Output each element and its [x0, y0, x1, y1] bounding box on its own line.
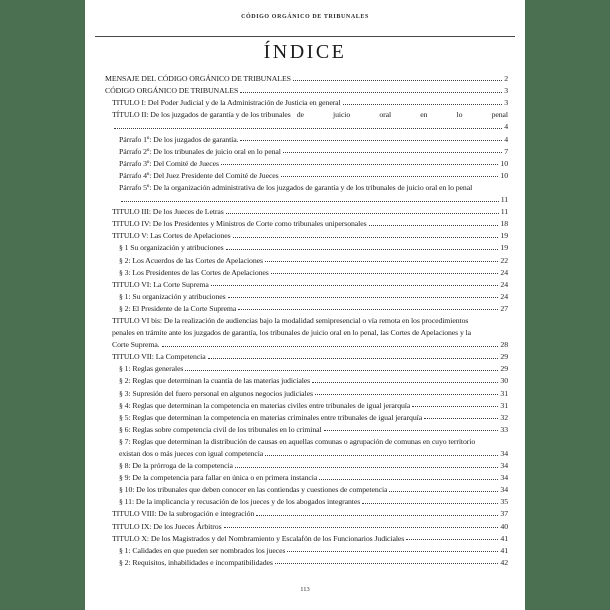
toc-entry	[105, 422, 508, 434]
toc-entry-text: § 2: Los Acuerdos de las Cortes de Apelaciones	[119, 255, 263, 265]
dot-leader	[404, 531, 500, 543]
dot-leader	[410, 398, 500, 410]
toc-entry-text: § 9: De la competencia para fallar en única o en primera instancia	[119, 473, 318, 483]
toc-entry	[105, 325, 508, 337]
toc-entry	[105, 156, 508, 168]
dot-leader	[310, 373, 500, 385]
dot-leader	[206, 349, 501, 361]
toc-entry-page-number: 11	[500, 207, 508, 217]
toc-entry-page-number: 41	[500, 533, 508, 543]
toc-entry-page-number: 28	[500, 340, 508, 350]
header-rule	[95, 36, 515, 37]
toc-entry-text: § 1: Reglas generales	[119, 364, 184, 374]
dot-leader	[119, 192, 501, 204]
dot-leader	[360, 494, 500, 506]
toc-entry-page-number: 34	[500, 449, 508, 458]
dot-leader	[236, 301, 500, 313]
toc-entry-text: § 3: Supresión del fuero personal en algunos negocios judiciales	[119, 388, 313, 398]
toc-entry	[105, 83, 508, 95]
toc-entry-page-number: 19	[500, 231, 508, 241]
toc-entry-page-number: 22	[500, 255, 508, 265]
toc-entry	[105, 337, 508, 349]
dot-leader	[112, 119, 504, 131]
toc-entry-text: § 10: De los tribunales que deben conocer en las contiendas y cuestiones de competencia	[119, 485, 388, 495]
toc	[85, 71, 525, 567]
toc-entry-page-number: 4	[504, 134, 508, 144]
toc-entry-page-number: 35	[500, 497, 508, 507]
toc-entry	[105, 494, 508, 506]
dot-leader	[322, 422, 501, 434]
toc-entry-page-number: 42	[500, 557, 508, 567]
toc-entry-text: § 2: El Presidente de la Corte Suprema	[119, 303, 237, 313]
toc-entry-text: § 4: Reglas que determinan la competencia en materias civiles entre tribunales de igual jerarquía	[119, 400, 411, 410]
footer-page-number: 113	[300, 586, 310, 593]
toc-entry	[105, 204, 508, 216]
dot-leader	[313, 385, 500, 397]
toc-entry-page-number: 32	[500, 412, 508, 422]
toc-entry	[105, 373, 508, 385]
toc-entry-page-number: 29	[500, 352, 508, 362]
toc-entry	[105, 252, 508, 264]
toc-entry-page-number: 40	[500, 521, 508, 531]
toc-entry-page-number: 34	[500, 485, 508, 495]
toc-entry-text: § 8: De la prórroga de la competencia	[119, 461, 233, 471]
toc-entry-text: TITULO VII: La Competencia	[112, 352, 206, 362]
dot-leader	[367, 216, 501, 228]
dot-leader	[291, 71, 504, 83]
toc-entry	[105, 301, 508, 313]
toc-entry	[105, 180, 508, 192]
toc-entry-page-number: 11	[500, 195, 508, 205]
toc-entry-text: § 5: Reglas que determinan la competencia en materias criminales entre tribunales de igual jerarquía	[119, 412, 423, 422]
toc-entry-page-number: 19	[500, 243, 508, 253]
toc-entry-text: § 2: Requisitos, inhabilidades e incompatibilidades	[119, 557, 273, 567]
toc-entry-text: Párrafo 4º: Del Juez Presidente del Comité de Jueces	[119, 170, 279, 180]
toc-entry-text: TITULO IX: De los Jueces Árbitros	[112, 521, 222, 531]
page-title: ÍNDICE	[263, 41, 347, 63]
toc-entry-page-number: 3	[504, 86, 508, 96]
toc-entry-page-number: 31	[500, 400, 508, 410]
toc-entry-text: TITULO X: De los Magistrados y del Nombramiento y Escalafón de los Funcionarios Judiciales	[112, 533, 405, 543]
toc-entry	[105, 470, 508, 482]
dot-leader	[238, 131, 504, 143]
toc-entry	[105, 361, 508, 373]
toc-entry	[105, 277, 508, 289]
toc-entry-page-number: 18	[500, 219, 508, 229]
toc-entry	[105, 410, 508, 422]
toc-entry-text: § 7: Reglas que determinan la distribución de causas en aquellas comunas o agrupación de comunas en cuyo territorio	[119, 436, 476, 446]
toc-entry	[105, 531, 508, 543]
toc-entry-page-number: 10	[500, 170, 508, 180]
toc-entry	[105, 216, 508, 228]
dot-leader	[183, 361, 500, 373]
toc-entry-text: Párrafo 2º: De los tribunales de juicio oral en lo penal	[119, 146, 281, 156]
toc-entry-page-number: 10	[500, 158, 508, 168]
toc-entry	[105, 385, 508, 397]
toc-entry	[105, 518, 508, 530]
toc-entry	[105, 349, 508, 361]
dot-leader	[224, 204, 501, 216]
toc-entry	[105, 434, 508, 446]
toc-entry-text: existan dos o más jueces con igual competencia	[119, 449, 264, 458]
book-page	[85, 0, 525, 610]
toc-entry-text: § 1: Su organización y atribuciones	[119, 291, 226, 301]
running-header: CÓDIGO ORGÁNICO DE TRIBUNALES	[241, 14, 369, 20]
dot-leader	[285, 543, 500, 555]
toc-entry	[105, 555, 508, 567]
toc-entry	[105, 398, 508, 410]
toc-entry	[105, 289, 508, 301]
toc-entry-text: TITULO VI: La Corte Suprema	[112, 279, 209, 289]
dot-leader	[233, 458, 501, 470]
dot-leader	[422, 410, 500, 422]
toc-entry	[105, 144, 508, 156]
toc-entry-text: § 1: Calidades en que pueden ser nombrados los jueces	[119, 545, 286, 555]
dot-leader	[238, 83, 504, 95]
toc-entry	[105, 119, 508, 131]
toc-entry-page-number: 37	[500, 509, 508, 519]
dot-leader	[341, 95, 505, 107]
dot-leader	[263, 446, 500, 458]
toc-entry-text: TITULO I: Del Poder Judicial y de la Administración de Justicia en general	[112, 98, 341, 108]
toc-entry-page-number: 7	[504, 146, 508, 156]
toc-entry-text: TITULO VI bis: De la realización de audiencias bajo la modalidad semipresencial o vía remota en los procedimientos	[112, 315, 469, 325]
toc-entry-text: § 2: Reglas que determinan la cuantía de las materias judiciales	[119, 376, 311, 386]
dot-leader	[160, 337, 501, 349]
dot-leader	[281, 144, 504, 156]
toc-entry-text: penales en trámite ante los juzgados de garantía, los tribunales de juicio oral en lo penal, las Cortes de Apelaciones y la	[112, 328, 472, 338]
dot-leader	[226, 289, 501, 301]
dot-leader	[219, 156, 500, 168]
toc-entry	[105, 131, 508, 143]
dot-leader	[222, 518, 501, 530]
toc-entry	[105, 458, 508, 470]
toc-entry-text: § 6: Reglas sobre competencia civil de los tribunales en lo criminal	[119, 424, 322, 434]
toc-entry	[105, 228, 508, 240]
dot-leader	[254, 506, 500, 518]
toc-entry-page-number: 34	[500, 473, 508, 483]
dot-leader	[231, 228, 501, 240]
toc-entry	[105, 95, 508, 107]
toc-entry	[105, 265, 508, 277]
toc-entry-text: TITULO III: De los Jueces de Letras	[112, 207, 224, 217]
toc-entry-page-number: 29	[500, 364, 508, 374]
toc-entry-text: § 1 Su organización y atribuciones	[119, 243, 224, 253]
toc-entry-justified-words: de juicio oral en lo penal	[296, 110, 508, 120]
toc-entry-page-number: 41	[500, 545, 508, 555]
dot-leader	[209, 277, 501, 289]
toc-entry	[105, 506, 508, 518]
toc-entry-page-number: 31	[500, 388, 508, 398]
toc-entry-text: TITULO IV: De los Presidentes y Ministros de Corte como tribunales unipersonales	[112, 219, 367, 229]
toc-entry-page-number: 2	[504, 74, 508, 84]
toc-entry-text: MENSAJE DEL CÓDIGO ORGÁNICO DE TRIBUNALES	[105, 74, 291, 84]
toc-entry-text: Párrafo 1º: De los juzgados de garantía.	[119, 134, 239, 144]
toc-entry	[105, 107, 508, 119]
toc-entry-text: TITULO V: Las Cortes de Apelaciones	[112, 231, 231, 241]
toc-entry	[105, 543, 508, 555]
toc-entry-text: Párrafo 3º: Del Comité de Jueces	[119, 158, 219, 168]
toc-entry-page-number: 4	[504, 122, 508, 132]
toc-entry-page-number: 24	[500, 291, 508, 301]
dot-leader	[317, 470, 500, 482]
toc-entry-page-number: 24	[500, 267, 508, 277]
toc-entry-page-number: 30	[500, 376, 508, 386]
toc-entry	[105, 240, 508, 252]
dot-leader	[263, 252, 500, 264]
toc-entry	[105, 71, 508, 83]
dot-leader	[273, 555, 501, 567]
toc-entry-text: § 11: De la implicancia y recusación de los jueces y de los abogados integrantes	[119, 497, 361, 507]
dot-leader	[279, 168, 501, 180]
toc-entry-text: TITULO VIII: De la subrogación e integración	[112, 509, 255, 519]
toc-entry-page-number: 27	[500, 303, 508, 313]
dot-leader	[387, 482, 500, 494]
toc-entry	[105, 168, 508, 180]
toc-entry	[105, 192, 508, 204]
toc-entry-page-number: 34	[500, 461, 508, 471]
toc-entry-text: Párrafo 5º: De la organización administrativa de los juzgados de garantía y de los tribunales de juicio oral en lo penal	[119, 182, 473, 192]
toc-entry-page-number: 24	[500, 279, 508, 289]
toc-entry-text: CÓDIGO ORGÁNICO DE TRIBUNALES	[105, 86, 239, 96]
toc-entry-text: TÍTULO II: De los juzgados de garantía y de los tribunales	[112, 110, 291, 120]
dot-leader	[224, 240, 501, 252]
toc-entry-text: Corte Suprema.	[112, 340, 160, 350]
toc-entry	[105, 446, 508, 458]
toc-entry-text: § 3: Los Presidentes de las Cortes de Apelaciones	[119, 267, 269, 277]
toc-entry-page-number: 33	[500, 424, 508, 434]
toc-entry	[105, 482, 508, 494]
toc-entry	[105, 313, 508, 325]
dot-leader	[269, 265, 501, 277]
toc-entry-page-number: 3	[504, 98, 508, 108]
